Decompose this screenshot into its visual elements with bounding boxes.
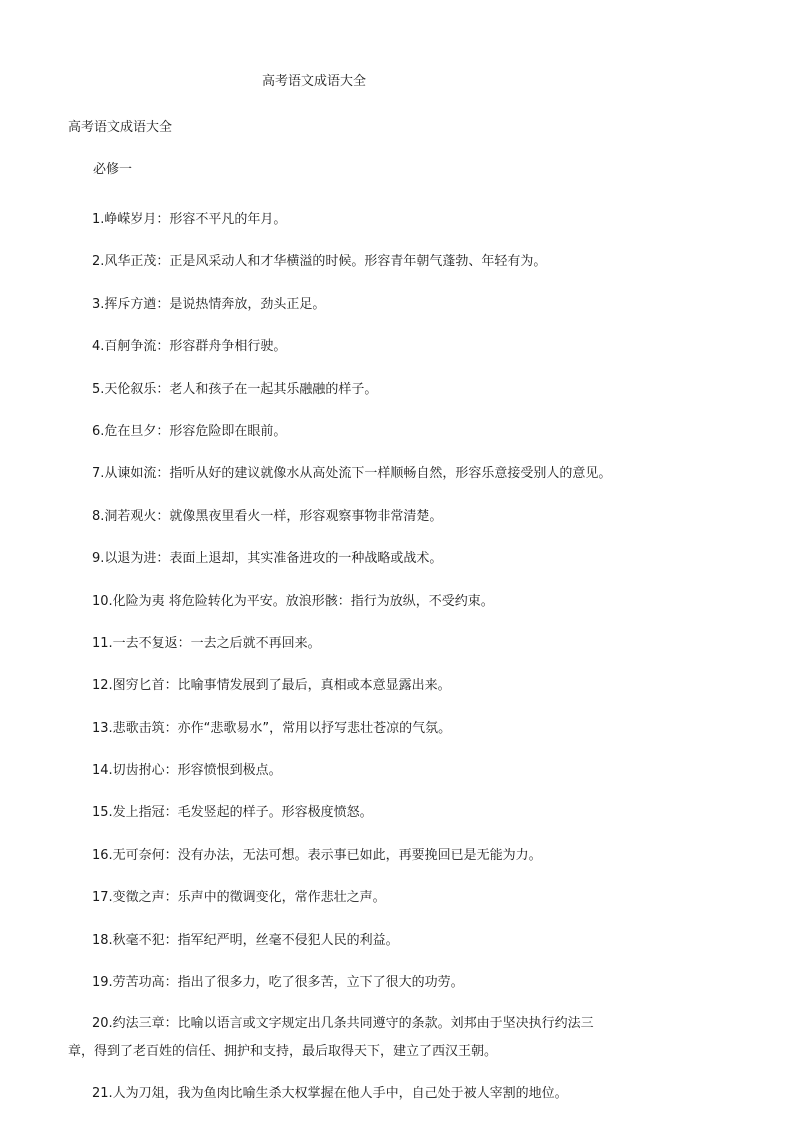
- idiom-entry: 11.一去不复返：一去之后就不再回来。: [92, 635, 321, 651]
- idiom-entry: 20.约法三章：比喻以语言或文字规定出几条共同遵守的条款。刘邦由于坚决执行约法三章，得到了老百姓的信任、拥护和支持，最后取得天下，建立了西汉王朝。: [68, 1016, 594, 1060]
- idiom-entry: 6.危在旦夕：形容危险即在眼前。: [92, 423, 287, 439]
- document-subtitle: 高考语文成语大全: [68, 120, 173, 135]
- idiom-entry: 1.峥嵘岁月：形容不平凡的年月。: [92, 212, 287, 227]
- idiom-entry: 8.洞若观火：就像黑夜里看火一样，形容观察事物非常清楚。: [92, 508, 443, 524]
- idiom-entry: 21.人为刀俎，我为鱼肉比喻生杀大权掌握在他人手中，自己处于被人宰割的地位。: [92, 1086, 568, 1102]
- idiom-entry: 3.挥斥方遒：是说热情奔放，劲头正足。: [92, 296, 326, 312]
- idiom-entry: 14.切齿拊心：形容愤恨到极点。: [92, 763, 282, 779]
- idiom-list: [0, 209, 800, 1126]
- document-title: 高考语文成语大全: [261, 74, 366, 89]
- idiom-entry: 4.百舸争流：形容群舟争相行驶。: [92, 339, 287, 355]
- idiom-entry: 7.从谏如流：指听从好的建议就像水从高处流下一样顺畅自然，形容乐意接受别人的意见。: [92, 466, 612, 482]
- idiom-entry: 19.劳苦功高：指出了很多力，吃了很多苦，立下了很大的功劳。: [92, 975, 464, 991]
- idiom-entry: 5.天伦叙乐：老人和孩子在一起其乐融融的样子。: [92, 381, 378, 397]
- idiom-entry: 18.秋毫不犯：指军纪严明，丝毫不侵犯人民的利益。: [92, 932, 399, 948]
- idiom-entry: 13.悲歌击筑：亦作“悲歌易水”，常用以抒写悲壮苍凉的气氛。: [92, 720, 452, 736]
- idiom-entry: 17.变徵之声：乐声中的徵调变化，常作悲壮之声。: [92, 890, 386, 906]
- idiom-entry: 15.发上指冠：毛发竖起的样子。形容极度愤怒。: [92, 805, 373, 821]
- idiom-entry: 12.图穷匕首：比喻事情发展到了最后，真相或本意显露出来。: [92, 678, 451, 694]
- idiom-entry: 2.风华正茂：正是风采动人和才华横溢的时候。形容青年朝气蓬勃、年轻有为。: [92, 254, 547, 270]
- section-heading: 必修一: [93, 162, 133, 177]
- idiom-entry: 10.化险为夷 将危险转化为平安。放浪形骸：指行为放纵，不受约束。: [92, 593, 494, 609]
- idiom-entry: 9.以退为进：表面上退却，其实准备进攻的一种战略或战术。: [92, 551, 443, 567]
- idiom-entry: 16.无可奈何：没有办法，无法可想。表示事已如此，再要挽回已是无能为力。: [92, 847, 542, 863]
